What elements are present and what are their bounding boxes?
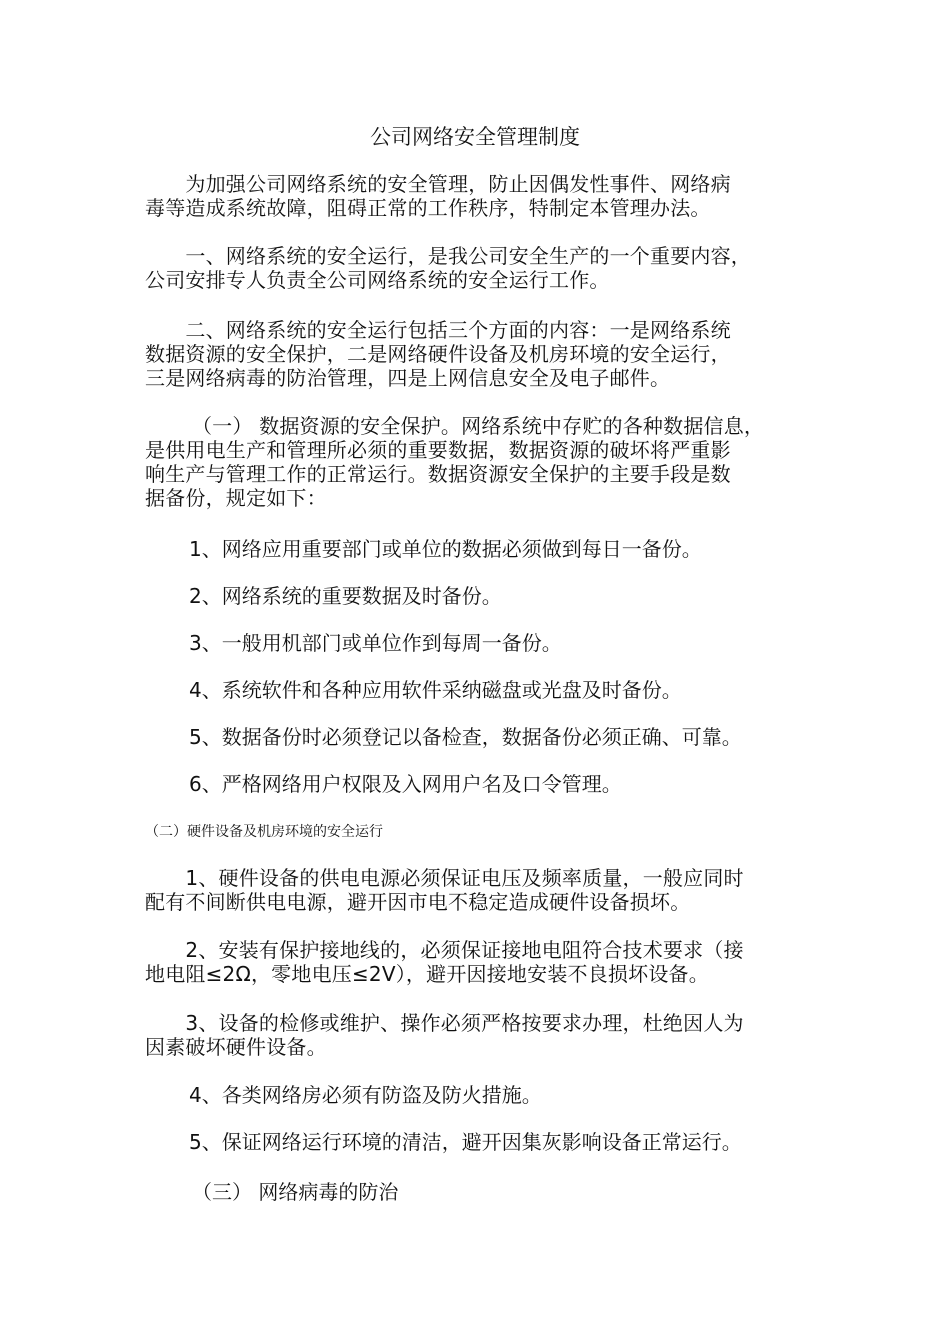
hardware-rule-4: 4、各类网络房必须有防盗及防火措施。 xyxy=(189,1083,542,1107)
hardware-rule-5: 5、保证网络运行环境的清洁，避开因集灰影响设备正常运行。 xyxy=(189,1130,742,1154)
backup-rule-4: 4、系统软件和各种应用软件采纳磁盘或光盘及时备份。 xyxy=(189,678,682,702)
subsection-3-heading: （三） 网络病毒的防治 xyxy=(192,1180,399,1204)
hardware-rule-3: 3、设备的检修或维护、操作必须严格按要求办理，杜绝因人为 因素破坏硬件设备。 xyxy=(145,1011,744,1059)
hardware-rule-2: 2、安装有保护接地线的，必须保证接地电阻符合技术要求（接 地电阻≤2Ω，零地电压≤2V），避开因接地安装不良损坏设备。 xyxy=(145,938,744,986)
backup-rule-6: 6、严格网络用户权限及入网用户名及口令管理。 xyxy=(189,772,622,796)
subsection-1-intro: （一） 数据资源的安全保护。网络系统中存贮的各种数据信息， 是供用电生产和管理所必须的重要数据，数据资源的破坏将严重影 响生产与管理工作的正常运行。数据资源安全保护的主要手段是数 据备份，规定如下： xyxy=(145,414,765,510)
section-1-paragraph: 一、网络系统的安全运行，是我公司安全生产的一个重要内容， 公司安排专人负责全公司网络系统的安全运行工作。 xyxy=(145,244,751,292)
backup-rule-2: 2、网络系统的重要数据及时备份。 xyxy=(189,584,502,608)
hardware-rule-1: 1、硬件设备的供电电源必须保证电压及频率质量，一般应同时 配有不间断供电电源，避开因市电不稳定造成硬件设备损坏。 xyxy=(145,866,744,914)
backup-rule-3: 3、一般用机部门或单位作到每周一备份。 xyxy=(189,631,562,655)
document-title: 公司网络安全管理制度 xyxy=(370,125,580,149)
section-2-paragraph: 二、网络系统的安全运行包括三个方面的内容：一是网络系统 数据资源的安全保护，二是网络硬件设备及机房环境的安全运行， 三是网络病毒的防治管理，四是上网信息安全及电子邮件。 xyxy=(145,318,731,390)
backup-rule-1: 1、网络应用重要部门或单位的数据必须做到每日一备份。 xyxy=(189,537,702,561)
backup-rule-5: 5、数据备份时必须登记以备检查，数据备份必须正确、可靠。 xyxy=(189,725,742,749)
subsection-2-heading: （二）硬件设备及机房环境的安全运行 xyxy=(145,823,383,839)
intro-paragraph: 为加强公司网络系统的安全管理，防止因偶发性事件、网络病 毒等造成系统故障，阻碍正常的工作秩序，特制定本管理办法。 xyxy=(145,172,731,220)
